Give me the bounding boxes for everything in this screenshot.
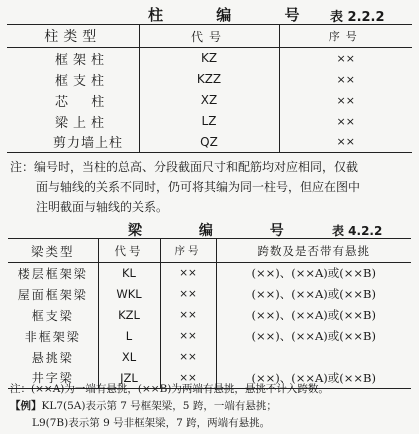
- span-cell: (××)、(××A)或(××B): [251, 266, 376, 281]
- code-cell: WKL: [98, 284, 160, 305]
- column-type-cell: 剪力墙上柱: [7, 132, 139, 153]
- code-cell: KZL: [98, 305, 160, 326]
- note-line: 注：(××A)为一端有悬挑，(××B)为两端有悬挑，悬挑不计入跨数。: [10, 383, 329, 395]
- serial-cell: ××: [160, 347, 216, 368]
- serial-cell: ××: [160, 368, 216, 389]
- header-serial: 序号: [160, 239, 216, 263]
- column-type-cell: 框架柱: [7, 48, 139, 69]
- table1-number: 表 2.2.2: [330, 10, 385, 25]
- span-cell: (××)、(××A)或(××B): [251, 308, 376, 322]
- table1-note: [10, 157, 410, 217]
- table1-title: 柱 编 号: [148, 6, 324, 24]
- header-code: 代号: [98, 239, 160, 263]
- code-cell: KZZ: [139, 69, 279, 90]
- header-code: 代号: [139, 25, 279, 48]
- code-cell: KZ: [139, 48, 279, 69]
- span-cell: [216, 347, 411, 368]
- code-cell: KL: [98, 263, 160, 284]
- code-cell: QZ: [139, 132, 279, 153]
- table-row: [8, 305, 411, 326]
- beam-type-cell: 悬挑梁: [8, 347, 98, 368]
- span-cell: (××)、(××A)或(××B): [251, 287, 376, 301]
- code-cell: XZ: [139, 90, 279, 111]
- table-row: [7, 48, 412, 69]
- table-row: [7, 132, 412, 153]
- table-row: [8, 347, 411, 368]
- code-cell: LZ: [139, 111, 279, 132]
- table-row: [7, 69, 412, 90]
- serial-cell: ××: [336, 114, 355, 128]
- table2-caption: [0, 219, 419, 239]
- serial-cell: ××: [336, 93, 355, 107]
- serial-cell: ××: [160, 305, 216, 326]
- serial-cell: ××: [336, 72, 355, 86]
- table2-number: 表 4.2.2: [332, 224, 383, 238]
- code-cell: XL: [98, 347, 160, 368]
- beam-type-cell: 屋面框架梁: [8, 284, 98, 305]
- note-line: 注：编号时，当柱的总高、分段截面尺寸和配筋均对应相同，仅截: [10, 160, 359, 174]
- beam-type-cell: 楼层框架梁: [8, 263, 98, 284]
- example-line: KL7(5A)表示第 7 号框架梁，5 跨，一端有悬挑；: [41, 400, 277, 412]
- table-row: [8, 263, 411, 284]
- table2-title: 梁 编 号: [128, 223, 310, 239]
- example-line: L9(7B)表示第 9 号非框架梁，7 跨，两端有悬挑。: [32, 417, 271, 429]
- header-beam-type: 梁类型: [8, 239, 98, 263]
- serial-cell: ××: [160, 284, 216, 305]
- column-type-cell: 梁上柱: [7, 111, 139, 132]
- code-cell: JZL: [98, 368, 160, 389]
- serial-cell: ××: [336, 135, 355, 149]
- header-column-type: 柱类型: [7, 25, 139, 48]
- header-serial: 序号: [279, 25, 412, 48]
- table-header-row: [7, 25, 412, 48]
- note-line: 注明截面与轴线的关系。: [36, 200, 169, 214]
- example-tag: 【例】: [10, 400, 42, 412]
- column-code-table: [7, 24, 412, 153]
- code-cell: L: [98, 326, 160, 347]
- table-header-row: [8, 239, 411, 263]
- span-cell: (××)、(××A)或(××B): [251, 370, 376, 385]
- table2-note: [4, 381, 416, 432]
- column-type-cell: 框支柱: [7, 69, 139, 90]
- serial-cell: ××: [160, 326, 216, 347]
- header-span: 跨数及是否带有悬挑: [216, 239, 411, 263]
- serial-cell: ××: [160, 263, 216, 284]
- table-row: [7, 90, 412, 111]
- serial-cell: ××: [336, 51, 355, 65]
- beam-type-cell: 非框架梁: [8, 326, 98, 347]
- beam-type-cell: 井字梁: [8, 368, 98, 389]
- beam-type-cell: 框支梁: [8, 305, 98, 326]
- beam-code-table: [8, 238, 411, 389]
- table-row: [8, 284, 411, 305]
- table-row: [7, 111, 412, 132]
- note-line: 面与轴线的关系不同时，仍可将其编为同一柱号，但应在图中: [36, 180, 361, 194]
- column-type-cell: 芯 柱: [7, 90, 139, 111]
- table1-caption: [0, 2, 419, 24]
- span-cell: (××)、(××A)或(××B): [251, 329, 376, 343]
- table-row: [8, 326, 411, 347]
